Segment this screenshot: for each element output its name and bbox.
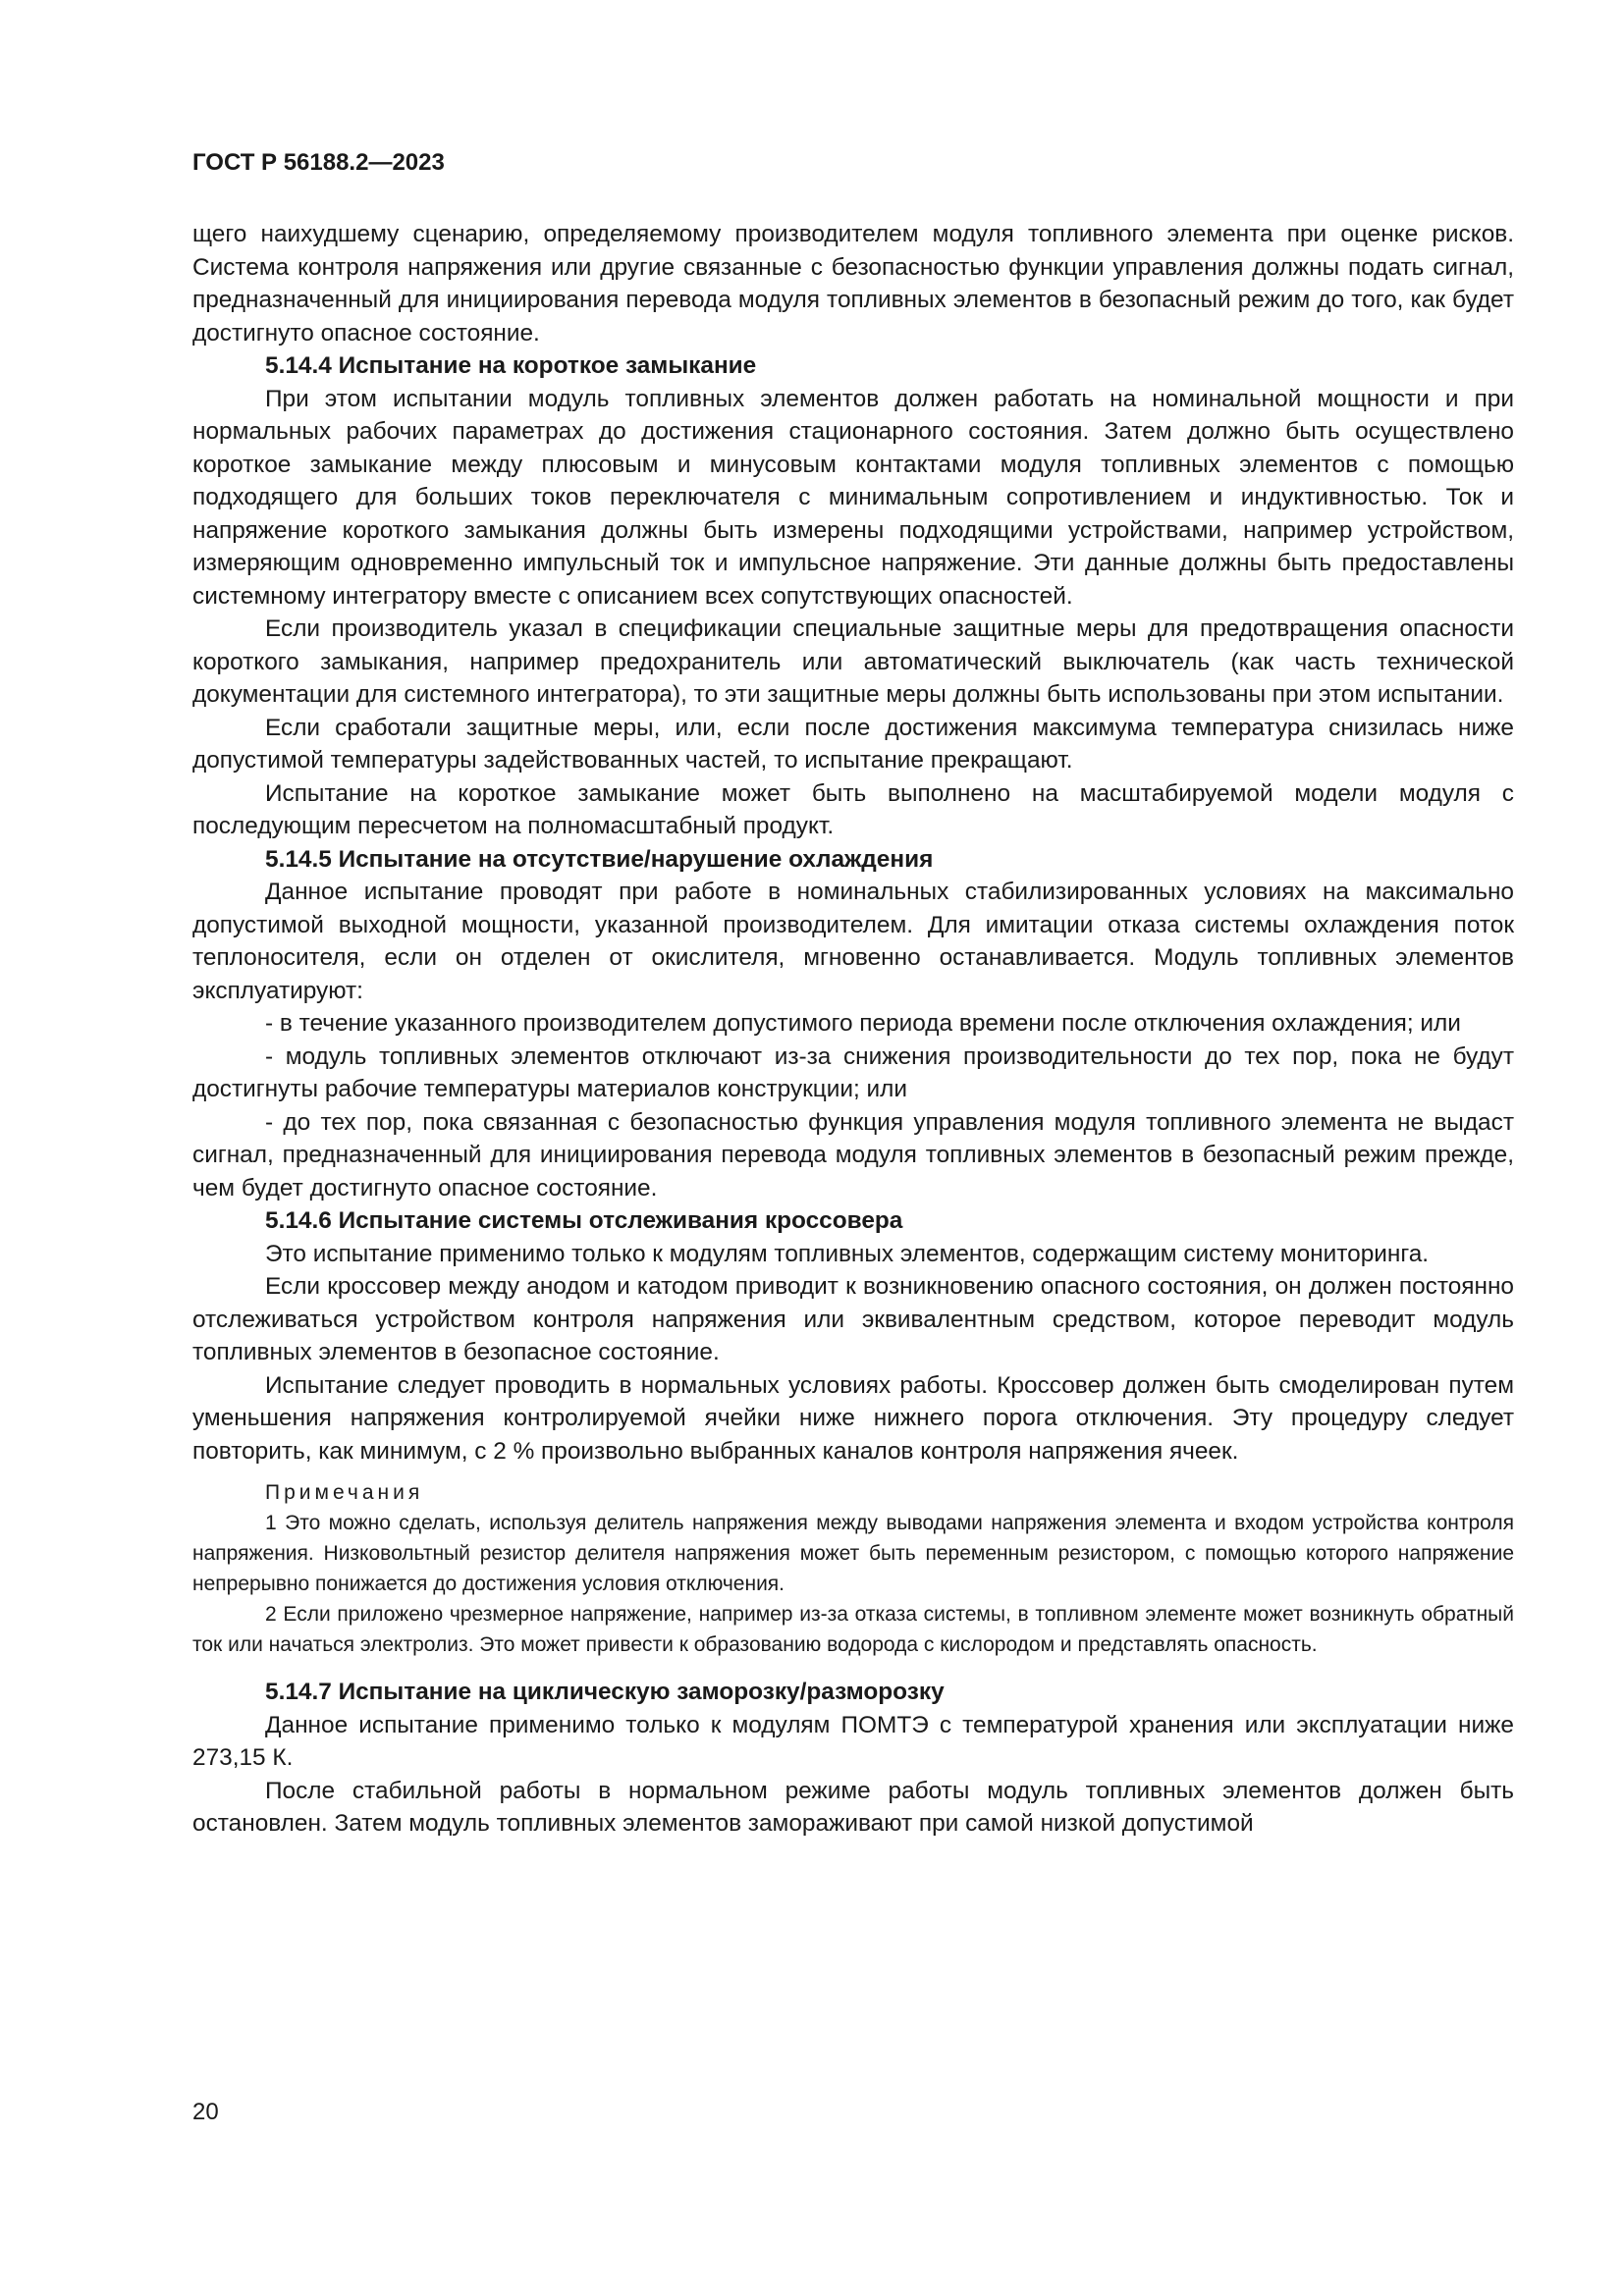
list-item: - до тех пор, пока связанная с безопасностью функция управления модуля топливного элемента не выдаст сигнал, предназначенный для инициирования перевода модуля топливных элементов в безопасный режим прежде, чем будет достигнуто опасное состояние. (192, 1108, 1514, 1201)
paragraph: Если сработали защитные меры, или, если после достижения максимума температура снизилась ниже допустимой температуры задействованных частей, то испытание прекращают. (192, 714, 1514, 774)
paragraph: После стабильной работы в нормальном режиме работы модуль топливных элементов должен быть остановлен. Затем модуль топливных элементов замораживают при самой низкой допустимой (192, 1777, 1514, 1837)
document-body (192, 218, 1514, 1841)
paragraph: Данное испытание применимо только к модулям ПОМТЭ с температурой хранения или эксплуатации ниже 273,15 К. (192, 1711, 1514, 1771)
spacer (192, 1660, 1514, 1676)
paragraph: Данное испытание проводят при работе в номинальных стабилизированных условиях на максимально допустимой выходной мощности, указанной производителем. Для имитации отказа системы охлаждения поток теплоносителя, если он отделен от окислителя, мгновенно останавливается. Модуль топливных элементов эксплуатируют: (192, 879, 1514, 1004)
section-heading-5-14-4: 5.14.4 Испытание на короткое замыкание (265, 352, 757, 379)
document-page (192, 147, 1514, 1841)
note-item: 1 Это можно сделать, используя делитель напряжения между выводами напряжения элемента и входом устройства контроля напряжения. Низковольтный резистор делителя напряжения может быть переменным резистором, с помощью которого напряжение непрерывно понижается до достижения условия отключения. (192, 1512, 1514, 1595)
paragraph: Это испытание применимо только к модулям топливных элементов, содержащим систему мониторинга. (265, 1240, 1430, 1267)
list-item: - модуль топливных элементов отключают из-за снижения производительности до тех пор, пока не будут достигнуты рабочие температуры материалов конструкции; или (192, 1042, 1514, 1102)
paragraph: Испытание следует проводить в нормальных условиях работы. Кроссовер должен быть смоделирован путем уменьшения напряжения контролируемой ячейки ниже нижнего порога отключения. Эту процедуру следует повторить, как минимум, с 2 % произвольно выбранных каналов контроля напряжения ячеек. (192, 1371, 1514, 1465)
section-heading-5-14-6: 5.14.6 Испытание системы отслеживания кроссовера (265, 1207, 903, 1234)
paragraph: Испытание на короткое замыкание может быть выполнено на масштабируемой модели модуля с последующим пересчетом на полномасштабный продукт. (192, 779, 1514, 839)
section-heading-5-14-7: 5.14.7 Испытание на циклическую заморозку/разморозку (265, 1679, 945, 1705)
note-item: 2 Если приложено чрезмерное напряжение, например из-за отказа системы, в топливном элементе может возникнуть обратный ток или начаться электролиз. Это может привести к образованию водорода с кислородом и представлять опасность. (192, 1603, 1514, 1656)
page-number: 20 (192, 2099, 219, 2125)
list-item: - в течение указанного производителем допустимого периода времени после отключения охлаждения; или (265, 1010, 1461, 1037)
document-header: ГОСТ Р 56188.2—2023 (192, 149, 445, 176)
paragraph: Если кроссовер между анодом и катодом приводит к возникновению опасного состояния, он должен постоянно отслеживаться устройством контроля напряжения или эквивалентным средством, которое переводит модуль топливных элементов в безопасное состояние. (192, 1273, 1514, 1365)
paragraph: При этом испытании модуль топливных элементов должен работать на номинальной мощности и при нормальных рабочих параметрах до достижения стационарного состояния. Затем должно быть осуществлено короткое замыкание между плюсовым и минусовым контактами модуля топливных элементов с помощью подходящего для больших токов переключателя с минимальным сопротивлением и индуктивностью. Ток и напряжение короткого замыкания должны быть измерены подходящими устройствами, например устройством, измеряющим одновременно импульсный ток и импульсное напряжение. Эти данные должны быть предоставлены системному интегратору вместе с описанием всех сопутствующих опасностей. (192, 385, 1514, 610)
section-heading-5-14-5: 5.14.5 Испытание на отсутствие/нарушение охлаждения (265, 845, 934, 873)
paragraph: Если производитель указал в спецификации специальные защитные меры для предотвращения опасности короткого замыкания, например предохранитель или автоматический выключатель (как часть технической документации для системного интегратора), то эти защитные меры должны быть использованы при этом испытании. (192, 615, 1514, 708)
notes-title: Примечания (265, 1481, 424, 1504)
paragraph-continuation: щего наихудшему сценарию, определяемому производителем модуля топливного элемента при оценке рисков. Система контроля напряжения или другие связанные с безопасностью функции управления должны подать сигнал, предназначенный для инициирования перевода модуля топливных элементов в безопасный режим до того, как будет достигнуто опасное состояние. (192, 221, 1514, 347)
notes-block (192, 1477, 1514, 1660)
